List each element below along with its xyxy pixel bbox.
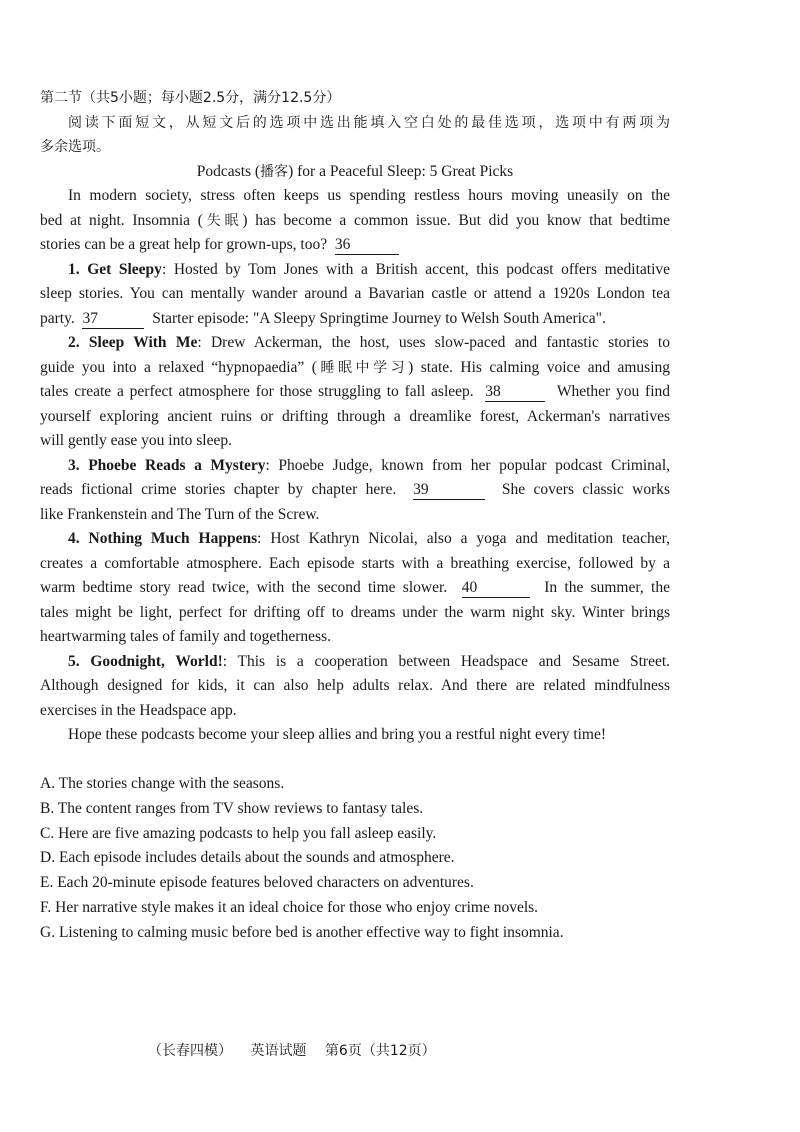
instruction-line: 阅读下面短文，从短文后的选项中选出能填入空白处的最佳选项，选项中有两项为 xyxy=(68,114,670,131)
options-list xyxy=(40,772,680,946)
option-c: C. Here are five amazing podcasts to help you fall asleep easily. xyxy=(40,824,437,842)
podcast-title: 5. Goodnight, World! xyxy=(68,652,223,670)
podcast-2-line: yourself exploring ancient ruins or drifting through a dreamlike forest, Ackerman's narratives xyxy=(40,407,670,425)
option-e: E. Each 20-minute episode features beloved characters on adventures. xyxy=(40,874,474,892)
podcast-5-line: exercises in the Headspace app. xyxy=(40,701,237,719)
podcast-2-line: will gently ease you into sleep. xyxy=(40,432,232,449)
option-d: D. Each episode includes details about the sounds and atmosphere. xyxy=(40,849,455,867)
podcast-5-line: Although designed for kids, it can also help adults relax. And there are related mindfulness xyxy=(40,677,670,694)
blank-40: 40 xyxy=(462,579,530,598)
podcast-3-line: like Frankenstein and The Turn of the Screw. xyxy=(40,505,320,523)
blank-39: 39 xyxy=(413,481,485,500)
blank-38: 38 xyxy=(485,383,545,402)
closing-line: Hope these podcasts become your sleep allies and bring you a restful night every time! xyxy=(68,726,607,743)
podcast-title: 4. Nothing Much Happens xyxy=(68,530,258,547)
footer-page: 第6页（共12页） xyxy=(324,1043,436,1059)
podcast-1: 1. Get Sleepy: Hosted by Tom Jones with a British accent, this podcast offers meditative xyxy=(68,260,670,278)
podcast-3-line: reads fictional crime stories chapter by chapter here. 39 She covers classic works xyxy=(40,481,671,498)
instruction-line: 多余选项。 xyxy=(40,139,110,155)
intro-line: bed at night. Insomnia (失眠) has become a common issue. But did you know that bedtime xyxy=(40,211,670,229)
podcast-3: 3. Phoebe Reads a Mystery: Phoebe Judge, known from her popular podcast Criminal, xyxy=(68,456,670,474)
option-f: F. Her narrative style makes it an ideal choice for those who enjoy crime novels. xyxy=(40,898,539,916)
podcast-4-line: heartwarming tales of family and togetherness. xyxy=(40,628,331,645)
page-footer xyxy=(148,1040,450,1060)
podcast-5: 5. Goodnight, World!: This is a cooperation between Headspace and Sesame Street. xyxy=(68,652,671,670)
podcast-title: 2. Sleep With Me xyxy=(68,334,198,351)
podcast-4-line: tales might be light, perfect for drifting off to dreams under the warm night sky. Winter brings xyxy=(40,603,670,621)
footer-exam: （长春四模） xyxy=(148,1043,232,1059)
podcast-2: 2. Sleep With Me: Drew Ackerman, the host, uses slow-paced and fantastic stories to xyxy=(68,334,670,351)
passage-title: Podcasts (播客) for a Peaceful Sleep: 5 Great Picks xyxy=(196,162,514,180)
podcast-1-line: party. 37 Starter episode: "A Sleepy Springtime Journey to Welsh South America". xyxy=(40,309,606,327)
option-b: B. The content ranges from TV show reviews to fantasy tales. xyxy=(40,799,424,817)
option-a: A. The stories change with the seasons. xyxy=(40,775,285,792)
intro-line: In modern society, stress often keeps us spending restless hours moving uneasily on the xyxy=(68,187,670,204)
podcast-2-line: guide you into a relaxed “hypnopaedia” (睡眠中学习) state. His calming voice and amusing xyxy=(40,358,671,376)
podcast-4-line: creates a comfortable atmosphere. Each episode starts with a breathing exercise, followed by a xyxy=(40,554,670,572)
podcast-4-line: warm bedtime story read twice, with the second time slower. 40 In the summer, the xyxy=(40,579,670,596)
blank-37: 37 xyxy=(82,310,144,329)
passage-section xyxy=(40,86,670,748)
podcast-2-line: tales create a perfect atmosphere for those struggling to fall asleep. 38 Whether you find xyxy=(40,383,671,400)
podcast-title: 1. Get Sleepy xyxy=(68,260,162,278)
podcast-title: 3. Phoebe Reads a Mystery xyxy=(68,456,266,474)
section-header: 第二节（共5小题；每小题2.5分，满分12.5分） xyxy=(40,90,341,106)
intro-line: stories can be a great help for grown-ups, too? 36 xyxy=(40,233,670,258)
blank-36: 36 xyxy=(335,236,399,255)
podcast-4: 4. Nothing Much Happens: Host Kathryn Nicolai, also a yoga and meditation teacher, xyxy=(68,530,670,547)
footer-subject: 英语试题 xyxy=(250,1043,307,1059)
podcast-1-line: sleep stories. You can mentally wander around a Bavarian castle or attend a 1920s London tea xyxy=(40,285,670,302)
option-g: G. Listening to calming music before bed is another effective way to fight insomnia. xyxy=(40,923,564,941)
